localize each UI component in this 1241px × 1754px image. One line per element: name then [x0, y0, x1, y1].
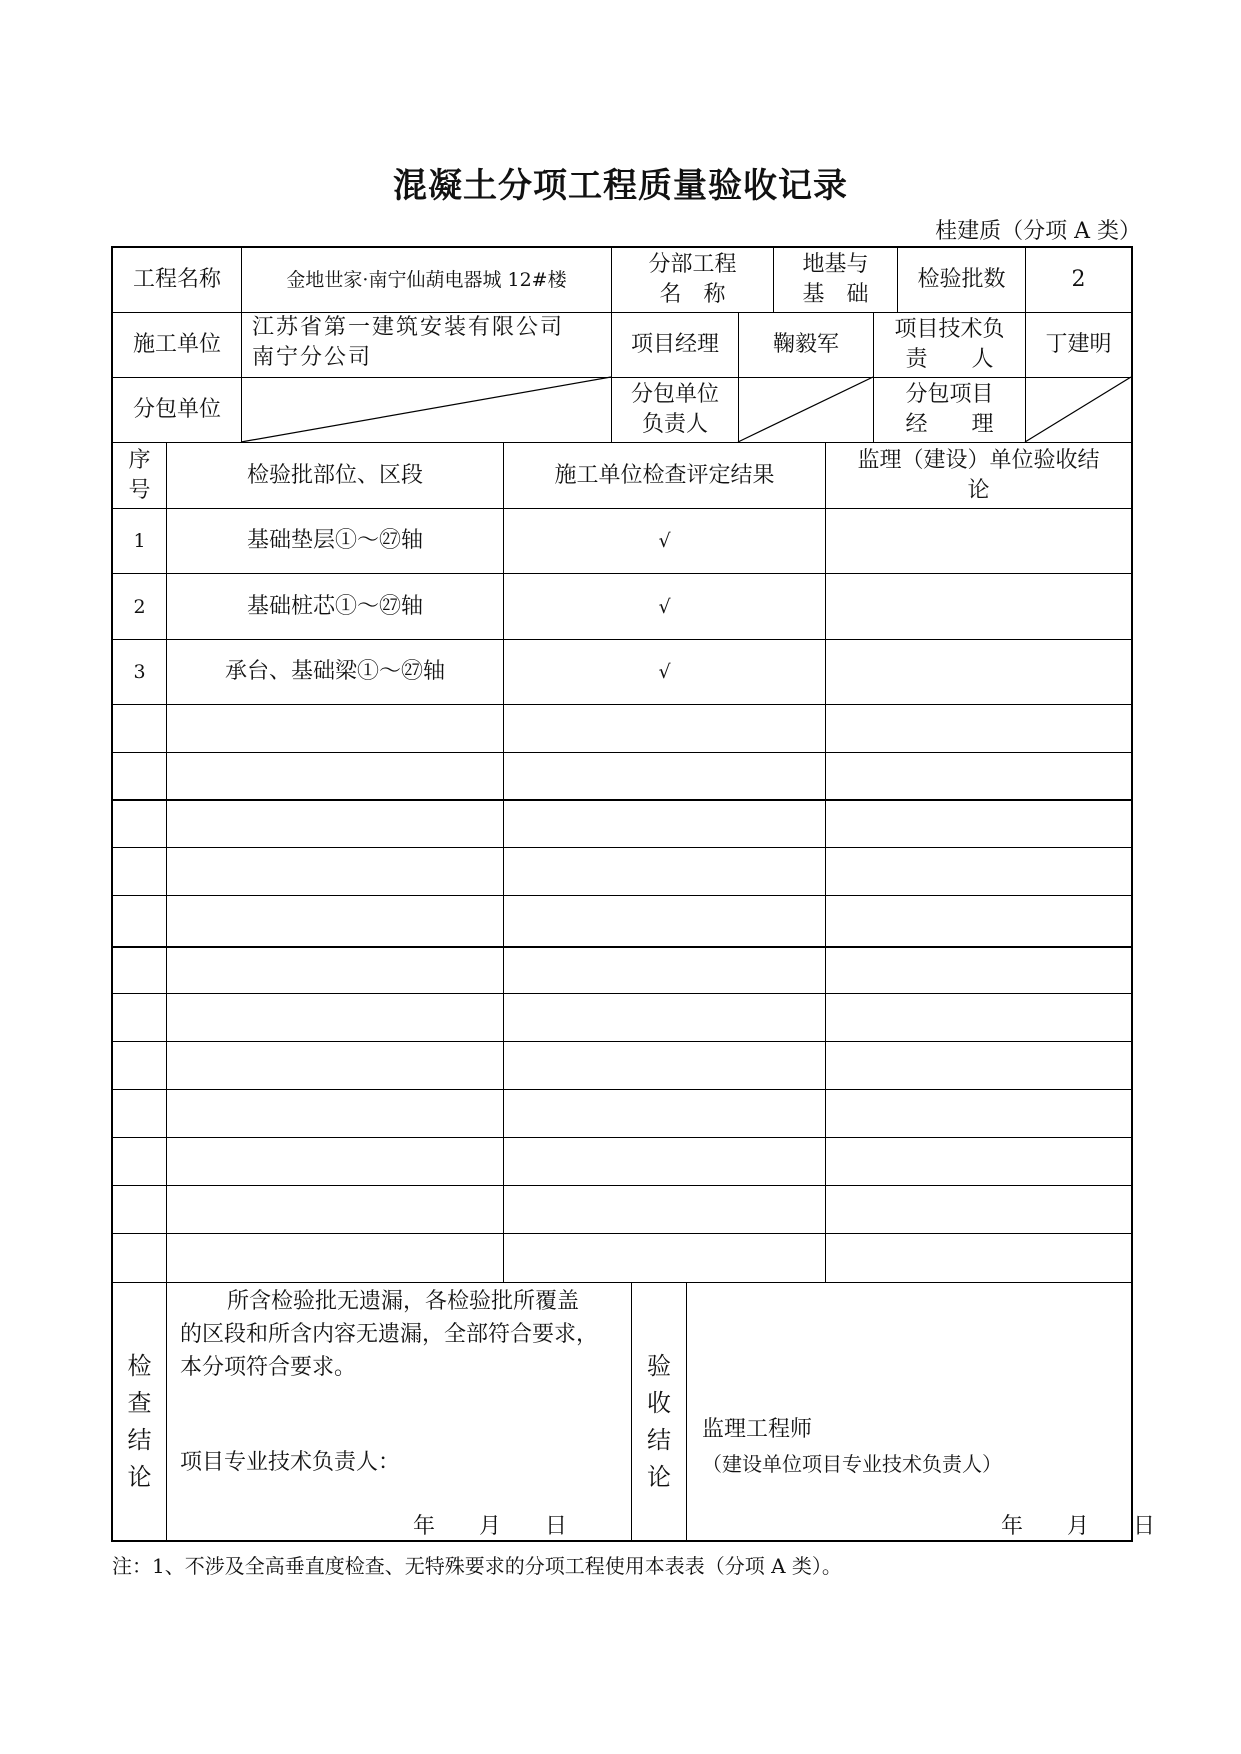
tech-lead-label-line-1: 项目技术负 [894, 317, 1005, 342]
inspection-conclusion-label [113, 1283, 166, 1540]
row-3-result: √ [658, 661, 671, 683]
rule [111, 752, 1133, 753]
seq-header-line-2: 号 [128, 477, 151, 503]
project-name-label: 工程名称 [132, 267, 221, 292]
acceptance-conclusion-label [632, 1283, 686, 1540]
row-1-result: √ [658, 530, 671, 552]
inspection-text-line-2: 的区段和所含内容无遗漏，全部符合要求， [180, 1322, 599, 1347]
table-border-right [1131, 246, 1133, 1542]
rule [166, 1282, 167, 1540]
rule [111, 946, 1133, 948]
empty-cell-slash [241, 377, 611, 442]
tech-lead-label-line-2: 责 人 [905, 347, 994, 372]
project-name-value: 金地世家·南宁仙葫电器城 12#楼 [286, 269, 567, 291]
tech-lead-value: 丁建明 [1045, 332, 1112, 357]
row-1-no: 1 [133, 530, 146, 552]
sub-lead-label-line-2: 负责人 [641, 412, 708, 437]
rule [111, 1185, 1133, 1186]
rule [111, 993, 1133, 994]
sub-division-label-line-1: 分部工程 [648, 252, 737, 277]
rule [111, 704, 1133, 705]
sub-pm-label [874, 378, 1025, 442]
seq-header-line-1: 序 [128, 447, 151, 473]
supervision-header-line-2: 论 [967, 477, 990, 503]
subcontractor-label: 分包单位 [132, 397, 221, 422]
seq-column-header [113, 443, 166, 508]
footnote: 注：1、不涉及全高垂直度检查、无特殊要求的分项工程使用本表表（分项 A 类）。 [112, 1554, 842, 1578]
sub-division-value-line-2: 基 础 [802, 282, 869, 307]
contractor-label: 施工单位 [132, 332, 221, 357]
row-3-conclusion [826, 640, 1131, 704]
row-2-result: √ [658, 595, 671, 618]
acceptance-date: 年 月 日 [1001, 1514, 1156, 1539]
inspection-label-char: 检 [127, 1351, 152, 1380]
batch-count-label: 检验批数 [917, 267, 1006, 292]
acceptance-label-char: 收 [647, 1388, 671, 1417]
rule [111, 847, 1133, 848]
result-column-header: 施工单位检查评定结果 [554, 462, 775, 488]
row-2-part: 基础桩芯①～㉗轴 [246, 593, 423, 619]
empty-cell-slash [738, 377, 873, 442]
rule [111, 1041, 1133, 1042]
part-column-header: 检验批部位、区段 [246, 462, 423, 488]
inspection-label-char: 查 [127, 1388, 152, 1417]
contractor-value [252, 313, 611, 377]
tech-lead-label [874, 313, 1025, 377]
inspection-text-line-3: 本分项符合要求。 [180, 1355, 357, 1380]
contractor-value-line-2: 南宁分公司 [252, 345, 373, 370]
sub-pm-label-line-1: 分包项目 [905, 382, 994, 407]
inspection-label-char: 论 [127, 1462, 152, 1491]
rule [686, 1282, 687, 1540]
inspection-text-line-1: 所含检验批无遗漏，各检验批所覆盖 [227, 1289, 580, 1314]
batch-count-value: 2 [1071, 267, 1086, 292]
row-2-no: 2 [133, 595, 146, 618]
form-title: 混凝土分项工程质量验收记录 [393, 166, 848, 206]
acceptance-label-char: 结 [647, 1425, 671, 1454]
sub-division-label-line-2: 名 称 [659, 282, 726, 307]
rule [111, 1233, 1133, 1234]
sub-pm-label-line-2: 经 理 [905, 412, 994, 437]
rule [111, 1089, 1133, 1090]
row-2-conclusion [826, 574, 1131, 639]
row-3-no: 3 [133, 661, 146, 683]
rule [111, 799, 1133, 801]
contractor-value-line-1: 江苏省第一建筑安装有限公司 [252, 315, 565, 340]
acceptance-signer-label: 监理工程师 [702, 1417, 813, 1442]
sub-lead-label-line-1: 分包单位 [630, 382, 719, 407]
rule [111, 1137, 1133, 1138]
rule [111, 1282, 1133, 1283]
project-manager-label: 项目经理 [630, 332, 719, 357]
supervision-column-header [826, 443, 1131, 508]
acceptance-signer-note: （建设单位项目专业技术负责人） [702, 1452, 1002, 1476]
inspection-signer-label: 项目专业技术负责人： [180, 1450, 401, 1475]
sub-division-label [612, 248, 773, 312]
row-1-part: 基础垫层①～㉗轴 [246, 528, 423, 553]
inspection-date: 年 月 日 [413, 1514, 568, 1539]
sub-division-value [774, 248, 897, 312]
sub-division-value-line-1: 地基与 [802, 252, 869, 277]
acceptance-label-char: 验 [647, 1351, 671, 1380]
inspection-label-char: 结 [127, 1425, 152, 1454]
row-1-conclusion [826, 509, 1131, 573]
rule [111, 895, 1133, 896]
project-manager-value: 鞠毅军 [772, 332, 839, 357]
table-border-bottom [111, 1540, 1133, 1542]
form-code: 桂建质（分项 A 类） [935, 219, 1141, 244]
empty-cell-slash [1025, 377, 1131, 442]
acceptance-label-char: 论 [647, 1462, 671, 1491]
sub-lead-label [612, 378, 738, 442]
row-3-part: 承台、基础梁①～㉗轴 [224, 659, 445, 684]
supervision-header-line-1: 监理（建设）单位验收结 [857, 447, 1100, 473]
